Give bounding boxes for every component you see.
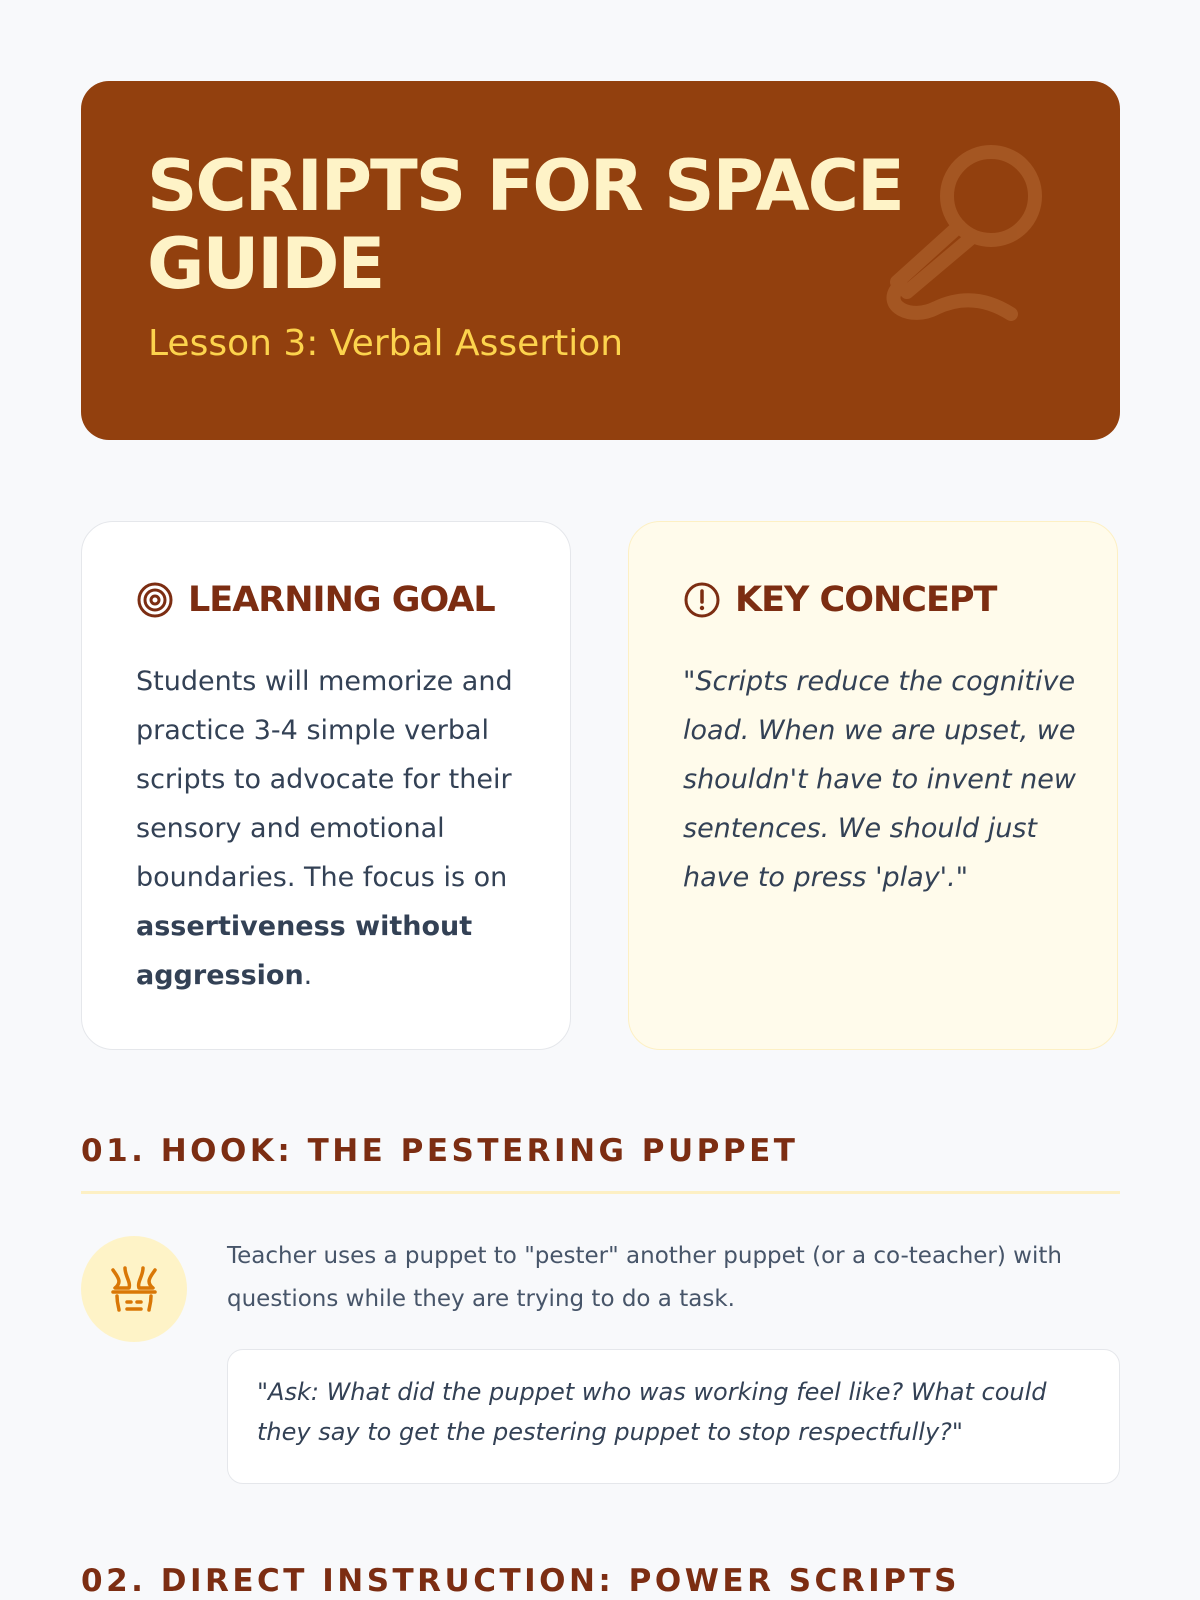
alert-circle-icon xyxy=(683,581,721,619)
section-heading-hook: 01. HOOK: THE PESTERING PUPPET xyxy=(81,1133,799,1169)
target-icon xyxy=(136,581,174,619)
page-title: SCRIPTS FOR SPACE GUIDE xyxy=(147,145,903,305)
page-subtitle: Lesson 3: Verbal Assertion xyxy=(148,323,624,364)
key-concept-quote: "Scripts reduce the cognitive load. When we are upset, we shouldn't have to invent new sentences. We should just have to press 'play'." xyxy=(683,666,1076,893)
hook-quote-box xyxy=(227,1349,1120,1484)
section-heading-direct-instruction: 02. DIRECT INSTRUCTION: POWER SCRIPTS xyxy=(81,1563,960,1599)
learning-goal-body: Students will memorize and practice 3-4 simple verbal scripts to advocate for their sensory and emotional boundaries. The focus is on xyxy=(136,666,513,893)
key-concept-card xyxy=(628,521,1118,1050)
hook-icon-badge xyxy=(81,1236,187,1342)
learning-goal-header xyxy=(136,580,495,620)
header-banner xyxy=(81,81,1120,440)
section-divider xyxy=(81,1191,1120,1194)
learning-goal-card xyxy=(81,521,571,1050)
learning-goal-end: . xyxy=(303,960,313,991)
hook-quote: "Ask: What did the puppet who was working feel like? What could they say to get the pestering puppet to stop respectfully?" xyxy=(257,1378,1047,1446)
key-concept-title: KEY CONCEPT xyxy=(735,580,997,620)
theater-masks-icon xyxy=(107,1262,161,1316)
learning-goal-text xyxy=(136,657,526,1000)
learning-goal-emphasis: assertiveness without aggression xyxy=(136,911,473,991)
learning-goal-title: LEARNING GOAL xyxy=(188,580,495,620)
key-concept-header xyxy=(683,580,996,620)
hook-description: Teacher uses a puppet to "pester" another puppet (or a co-teacher) with questions while they are trying to do a task. xyxy=(227,1243,1062,1312)
